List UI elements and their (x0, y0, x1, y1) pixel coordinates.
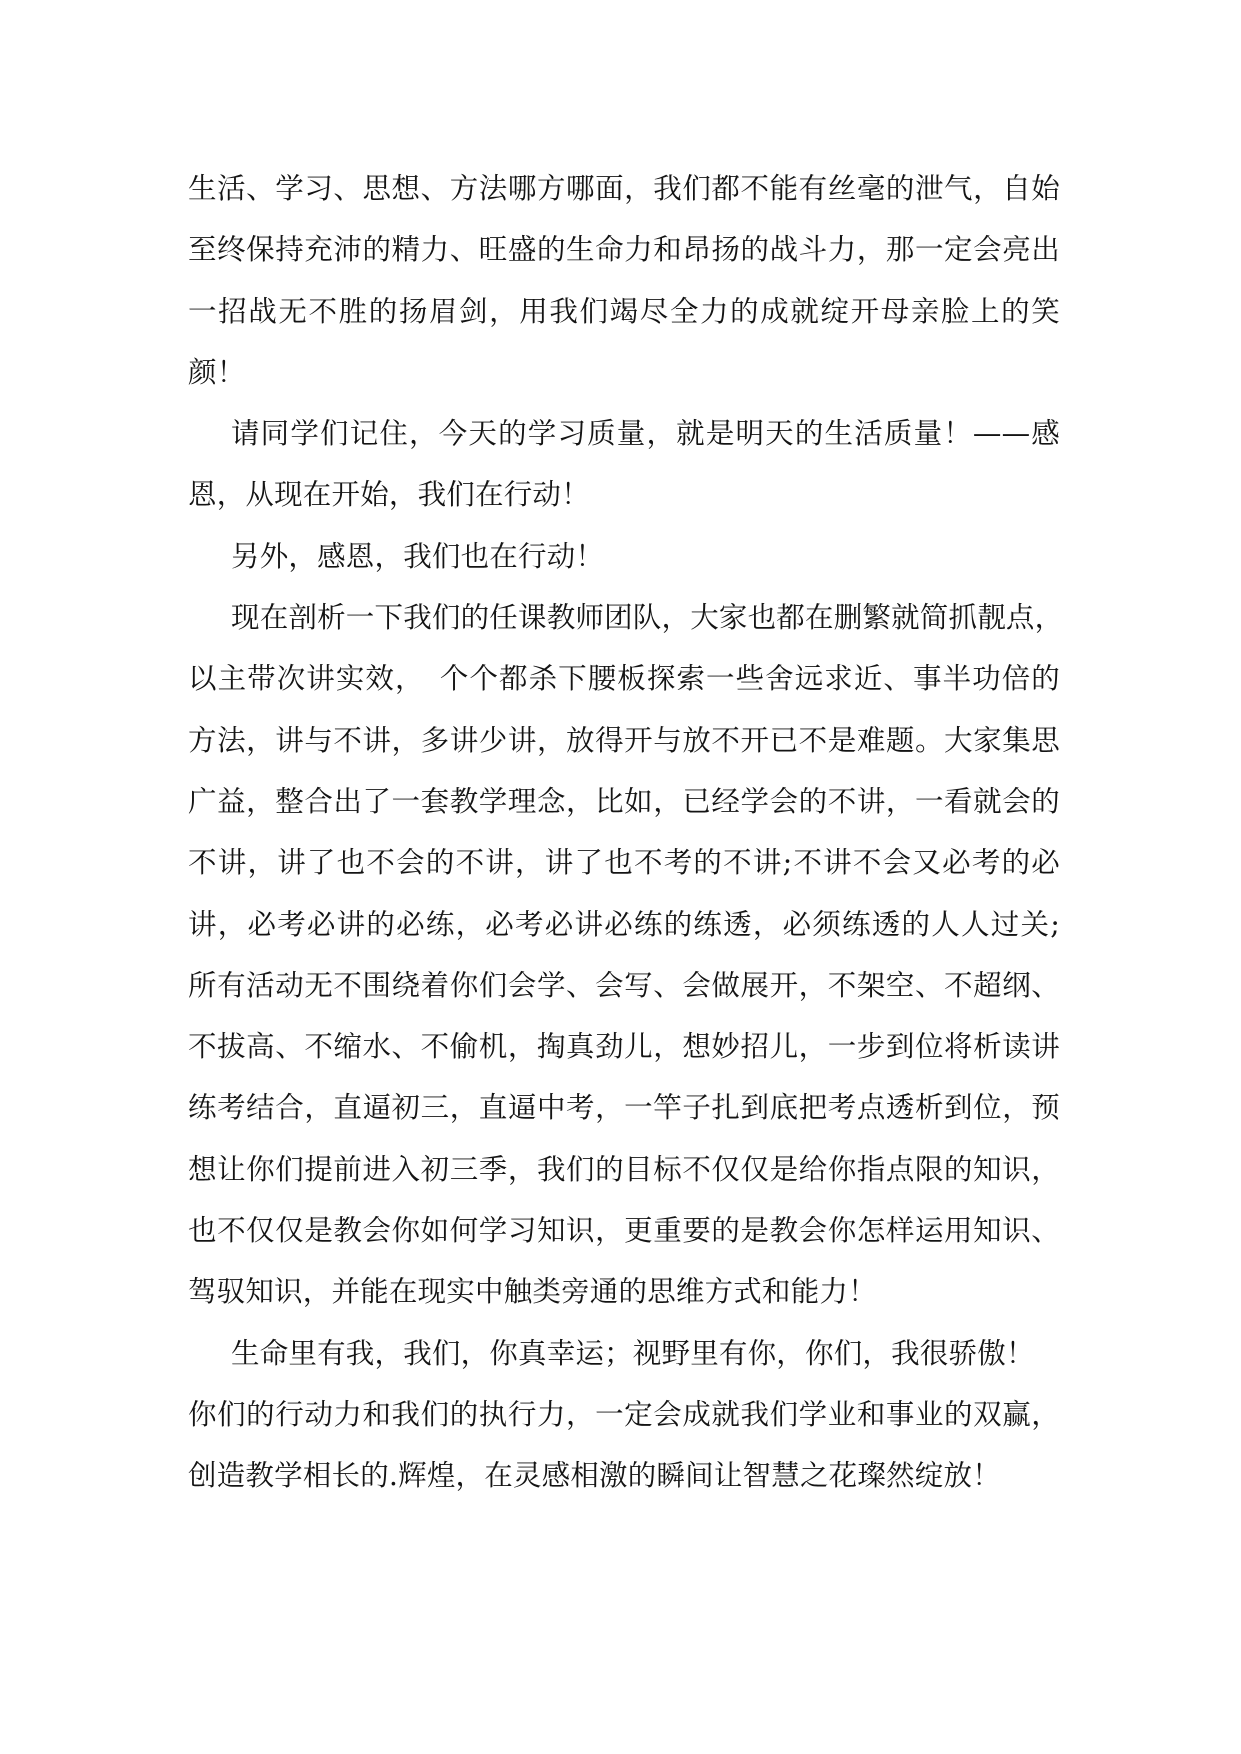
text-line: 颜！ (188, 355, 246, 389)
text-line: 以主带次讲实效， 个个都杀下腰板探索一些舍远求近、事半功倍的 (188, 662, 1060, 696)
paragraph-2 (188, 403, 1060, 526)
text-line: 也不仅仅是教会你如何学习知识，更重要的是教会你怎样运用知识、 (188, 1214, 1060, 1248)
text-line: 请同学们记住，今天的学习质量，就是明天的生活质量！——感 (231, 417, 1060, 451)
text-line: 现在剖析一下我们的任课教师团队，大家也都在删繁就简抓靓点， (231, 601, 1064, 635)
text-line: 驾驭知识，并能在现实中触类旁通的思维方式和能力！ (188, 1275, 877, 1309)
text-line: 方法，讲与不讲，多讲少讲，放得开与放不开已不是难题。大家集思 (188, 723, 1060, 757)
paragraph-5 (188, 1323, 1060, 1507)
text-line: 不拔高、不缩水、不偷机，掏真劲儿，想妙招儿，一步到位将析读讲 (188, 1030, 1060, 1064)
text-line: 至终保持充沛的精力、旺盛的生命力和昂扬的战斗力，那一定会亮出 (188, 233, 1060, 267)
text-line: 另外，感恩，我们也在行动！ (231, 539, 605, 573)
text-line: 所有活动无不围绕着你们会学、会写、会做展开，不架空、不超纲、 (188, 968, 1060, 1002)
text-line: 你们的行动力和我们的执行力，一定会成就我们学业和事业的双赢， (188, 1397, 1060, 1431)
text-line: 生命里有我，我们，你真幸运；视野里有你，你们，我很骄傲！ (231, 1336, 1035, 1370)
text-line: 不讲，讲了也不会的不讲，讲了也不考的不讲;不讲不会又必考的必 (188, 846, 1060, 880)
text-line: 恩，从现在开始，我们在行动！ (188, 478, 590, 512)
text-line: 想让你们提前进入初三季，我们的目标不仅仅是给你指点限的知识， (188, 1152, 1060, 1186)
text-line: 讲，必考必讲的必练，必考必讲必练的练透，必须练透的人人过关; (188, 907, 1060, 941)
paragraph-3 (188, 526, 1060, 587)
text-line: 练考结合，直逼初三，直逼中考，一竿子扎到底把考点透析到位，预 (188, 1091, 1060, 1125)
text-line: 创造教学相长的.辉煌，在灵感相激的瞬间让智慧之花璨然绽放！ (188, 1459, 1001, 1493)
paragraph-1 (188, 158, 1060, 403)
text-line: 一招战无不胜的扬眉剑，用我们竭尽全力的成就绽开母亲脸上的笑 (188, 294, 1060, 328)
paragraph-4 (188, 587, 1064, 1323)
text-line: 广益，整合出了一套教学理念，比如，已经学会的不讲，一看就会的 (188, 784, 1060, 818)
text-line: 生活、学习、思想、方法哪方哪面，我们都不能有丝毫的泄气，自始 (188, 172, 1060, 205)
document-body (188, 158, 1064, 1507)
